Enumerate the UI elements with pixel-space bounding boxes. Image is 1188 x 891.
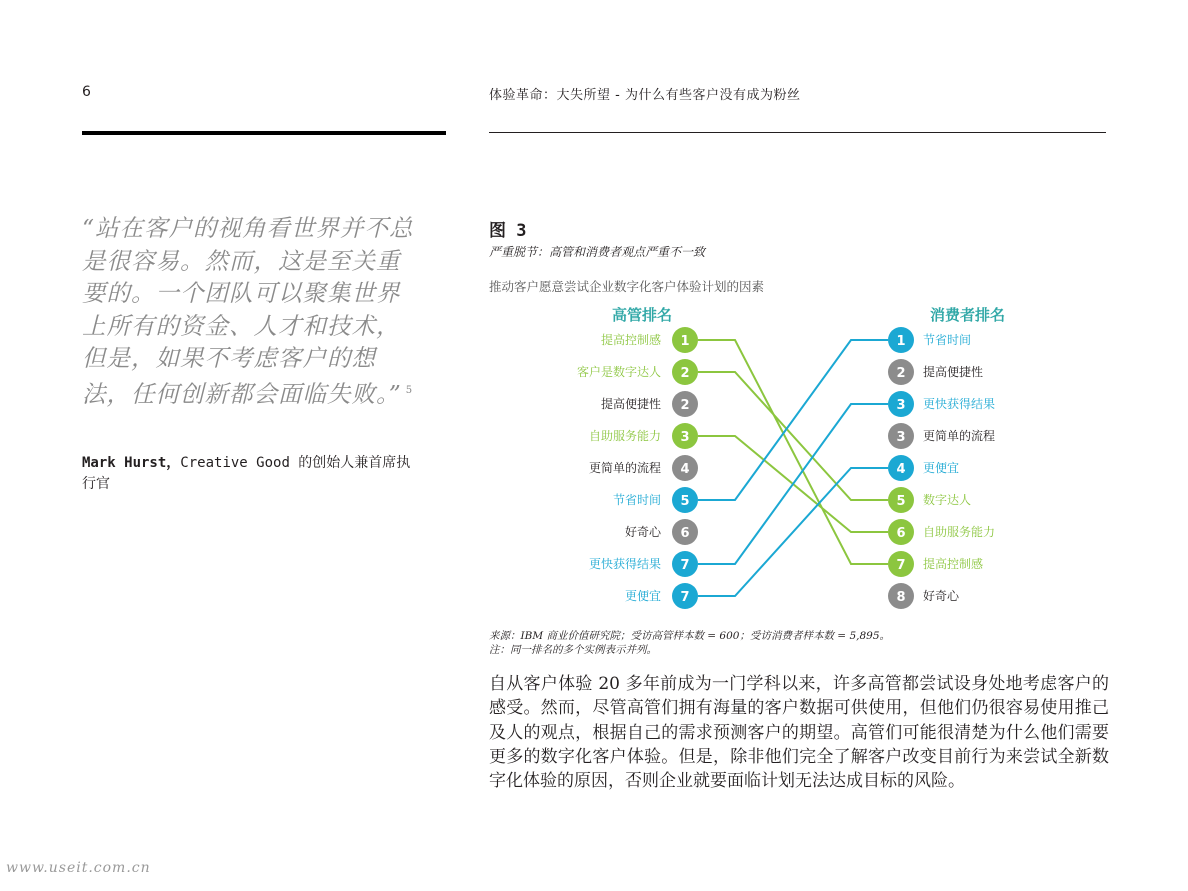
- right-label: 更便宜: [923, 461, 960, 475]
- right-rank-number: 3: [896, 398, 906, 413]
- right-label: 自助服务能力: [923, 525, 996, 539]
- left-label: 自助服务能力: [588, 429, 661, 443]
- attribution-role: Creative Good 的创始人兼首席执行官: [82, 455, 411, 492]
- left-label: 更便宜: [624, 589, 661, 603]
- note-line: 注：同一排名的多个实例表示并列。: [489, 644, 657, 656]
- header-rule-left: [82, 131, 446, 135]
- right-rank-number: 8: [896, 590, 906, 605]
- pull-quote: [82, 212, 422, 410]
- left-label: 节省时间: [612, 493, 661, 507]
- left-rank-number: 5: [680, 494, 690, 509]
- link-line-4: [698, 404, 888, 564]
- right-rank-number: 6: [896, 526, 906, 541]
- figure-label: 图 3: [489, 221, 527, 241]
- right-label: 节省时间: [923, 333, 972, 347]
- left-rank-number: 4: [680, 462, 690, 477]
- left-rank-number: 2: [680, 398, 690, 413]
- left-label: 客户是数字达人: [576, 365, 661, 379]
- page-number: 6: [82, 84, 91, 100]
- body-paragraph: 自从客户体验 20 多年前成为一门学科以来，许多高管都尝试设身处地考虑客户的感受。然而，尽管高管们拥有海量的客户数据可供使用，但他们仍很容易使用推己及人的观点，根据自己的需求预测客户的期望。高管们可能很清楚为什么他们需要更多的数字化客户体验。但是，除非他们完全了解客户改变目前行为来尝试全新数字化体验的原因，否则企业就要面临计划无法达成目标的风险。: [489, 674, 1109, 792]
- left-label: 好奇心: [624, 525, 661, 539]
- right-rank-number: 2: [896, 366, 906, 381]
- right-label: 更简单的流程: [923, 429, 996, 443]
- source-note: [489, 629, 890, 657]
- figure-title: 严重脱节：高管和消费者观点严重不一致: [489, 245, 706, 259]
- left-rank-number: 3: [680, 430, 690, 445]
- quote-attribution: [82, 453, 412, 495]
- right-label: 更快获得结果: [923, 397, 996, 411]
- figure-subtitle: 推动客户愿意尝试企业数字化客户体验计划的因素: [489, 279, 765, 294]
- link-line-3: [698, 340, 888, 500]
- left-rank-number: 7: [680, 590, 690, 605]
- quote-text: “站在客户的视角看世界并不总是很容易。然而，这是至关重要的。一个团队可以聚集世界上所有的资金、人才和技术，但是，如果不考虑客户的想法，任何创新都会面临失败。”: [82, 214, 414, 408]
- right-rank-number: 5: [896, 494, 906, 509]
- left-label: 提高控制感: [600, 333, 661, 347]
- right-rank-number: 1: [896, 334, 906, 349]
- left-rank-number: 7: [680, 558, 690, 573]
- running-header: 体验革命：大失所望 - 为什么有些客户没有成为粉丝: [489, 88, 801, 103]
- left-label: 更简单的流程: [588, 461, 661, 475]
- right-label: 数字达人: [923, 493, 972, 507]
- header-rule-right: [489, 132, 1106, 133]
- right-label: 好奇心: [923, 589, 960, 603]
- source-line: 来源：IBM 商业价值研究院；受访高管样本数 = 600；受访消费者样本数 = 5,895。: [489, 630, 890, 642]
- right-rank-number: 4: [896, 462, 906, 477]
- left-rank-number: 1: [680, 334, 690, 349]
- quote-footnote: 5: [405, 384, 414, 396]
- attribution-name: Mark Hurst，: [82, 455, 181, 471]
- link-line-0: [698, 340, 888, 564]
- left-rank-number: 6: [680, 526, 690, 541]
- left-title: 高管排名: [611, 306, 672, 324]
- ranking-slope-chart: [489, 298, 1049, 618]
- right-label: 提高控制感: [923, 557, 984, 571]
- right-rank-number: 7: [896, 558, 906, 573]
- right-label: 提高便捷性: [923, 365, 984, 379]
- left-rank-number: 2: [680, 366, 690, 381]
- watermark: www.useit.com.cn: [6, 860, 151, 876]
- left-label: 提高便捷性: [600, 397, 661, 411]
- left-label: 更快获得结果: [588, 557, 661, 571]
- right-title: 消费者排名: [929, 306, 1005, 324]
- right-rank-number: 3: [896, 430, 906, 445]
